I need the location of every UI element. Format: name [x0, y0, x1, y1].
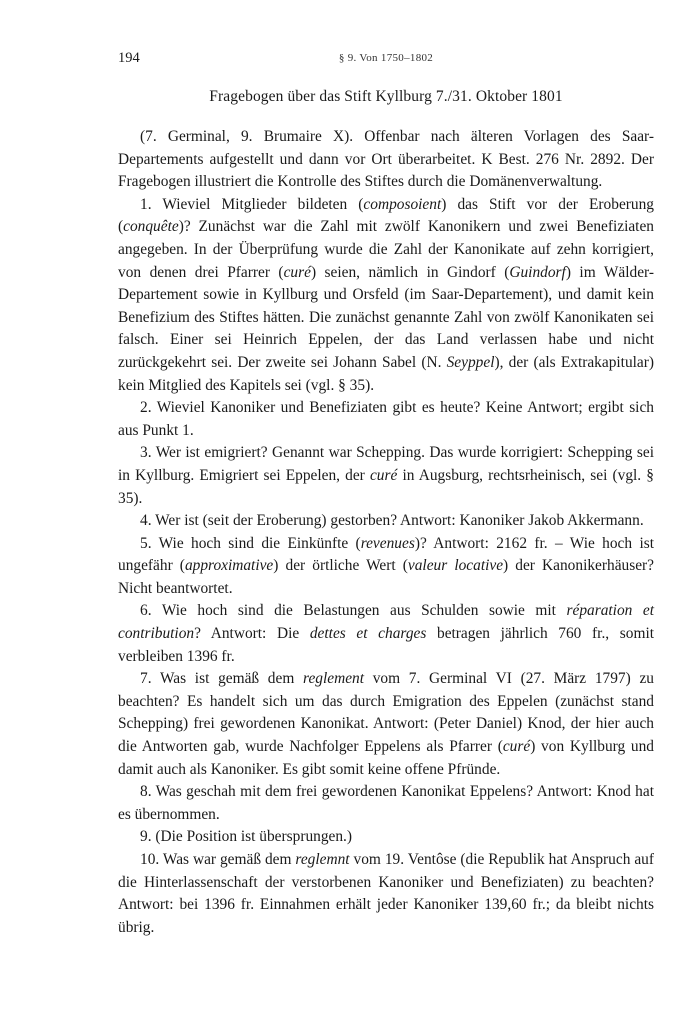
document-body [118, 126, 654, 939]
paragraph [118, 126, 654, 194]
document-title: Fragebogen über das Stift Kyllburg 7./31. Oktober 1801 [209, 88, 563, 105]
text-run: vom 7. Germinal VI (27. März 1797) zu beachten? Es handelt sich um das durch Emigration des Eppelen (zunächst stand Schepping) frei gewordenen Kanonikat. Antwort: (Peter Daniel) Knod, der hier auch die Antworten gab, wurde Nachfolger Eppelens als Pfarrer ( [118, 670, 654, 756]
italic-term: curé [369, 466, 398, 484]
italic-term: composoient [363, 195, 442, 213]
italic-term: curé [283, 263, 311, 281]
paragraph [118, 826, 654, 849]
paragraph [118, 849, 654, 939]
text-run: 10. Was war gemäß dem [140, 851, 296, 868]
text-run: 9. (Die Position ist übersprungen.) [140, 828, 353, 846]
text-run: in Augsburg, rechtsrheinisch, sei (vgl. § 35). [118, 466, 654, 507]
text-run: 5. Wie hoch sind die Einkünfte ( [140, 534, 361, 552]
italic-term: revenues [360, 534, 415, 552]
page-number: 194 [118, 50, 140, 66]
paragraph [118, 442, 654, 510]
italic-term: reglemnt [295, 851, 350, 868]
italic-term: Seyppel [446, 353, 495, 371]
text-run: ) das Stift vor der Eroberung ( [118, 195, 654, 236]
text-run: 4. Wer ist (seit der Eroberung) gestorben? Antwort: Kanoniker Jakob Akkermann. [140, 512, 644, 530]
text-run: ) seien, nämlich in Gindorf ( [310, 263, 510, 281]
paragraph [118, 600, 654, 668]
italic-term: approximative [184, 557, 274, 575]
text-run: )? Zunächst war die Zahl mit zwölf Kanonikern und zwei Benefiziaten angegeben. In der Überprüfung wurde die Zahl der Kanonikate auf zehn korrigiert, von denen drei Pfarrer ( [118, 218, 654, 281]
italic-term: reglement [303, 670, 364, 688]
text-run: 6. Wie hoch sind die Belastungen aus Schulden sowie mit [140, 602, 567, 620]
paragraph [118, 533, 654, 601]
italic-term: Guindorf [509, 263, 566, 281]
text-run: 8. Was geschah mit dem frei gewordenen Kanonikat Eppelens? Antwort: Knod hat es übernommen. [118, 783, 654, 823]
italic-term: réparation et contribution [118, 602, 654, 643]
paragraph [118, 781, 654, 826]
page-header [118, 50, 654, 70]
text-run: ) von Kyllburg und damit auch als Kanoniker. Es gibt somit keine offene Pfründe. [118, 738, 655, 778]
paragraph [118, 194, 654, 397]
italic-term: dettes et charges [309, 625, 427, 643]
text-run: )? Antwort: 2162 fr. – Wie hoch ist ungefähr ( [118, 534, 654, 575]
paragraph [118, 510, 654, 533]
text-run: 7. Was ist gemäß dem [140, 670, 304, 688]
italic-term: valeur locative [407, 557, 504, 575]
text-run: vom 19. Ventôse (die Republik hat Anspruch auf die Hinterlassenschaft der verstorbenen Kanoniker und Benefiziaten) zu beachten? Antwort: bei 1396 fr. Einnahmen erhält jeder Kanoniker 139,60 fr.; da bleibt nichts übrig. [118, 851, 655, 936]
text-run: ? Antwort: Die [194, 625, 310, 643]
text-run: ) der Kanonikerhäuser? Nicht beantwortet. [118, 557, 655, 597]
text-run: ) im Wälder-Departement sowie in Kyllburg und Orsfeld (im Saar-Departement), und damit kein Benefizium des Stiftes hätten. Die zunächst genannte Zahl von zwölf Kanonikaten sei falsch. Einer sei Heinrich Eppelen, der das Land verlassen habe und nicht zurückgekehrt sei. Der zweite sei Johann Sabel (N. [118, 263, 654, 371]
italic-term: conquête [123, 218, 179, 236]
paragraph [118, 668, 654, 781]
running-head: § 9. Von 1750–1802 [338, 52, 434, 64]
paragraph [118, 397, 654, 442]
italic-term: curé [502, 738, 531, 756]
text-run: 3. Wer ist emigriert? Genannt war Schepping. Das wurde korrigiert: Schepping sei in Kyllburg. Emigriert sei Eppelen, der [118, 444, 654, 484]
text-run: betragen jährlich 760 fr., somit verbleiben 1396 fr. [118, 625, 654, 665]
text-run: (7. Germinal, 9. Brumaire X). Offenbar nach älteren Vorlagen des Saar-Departements aufgestellt und dann vor Ort überarbeitet. K Best. 276 Nr. 2892. Der Fragebogen illustriert die Kontrolle des Stiftes durch die Domänenverwaltung. [118, 128, 654, 191]
text-run: ), der (als Extrakapitular) kein Mitglied des Kapitels sei (vgl. § 35). [118, 353, 655, 394]
text-run: 2. Wieviel Kanoniker und Benefiziaten gibt es heute? Keine Antwort; ergibt sich aus Punkt 1. [118, 399, 654, 439]
text-run: ) der örtliche Wert ( [273, 557, 408, 575]
text-run: 1. Wieviel Mitglieder bildeten ( [140, 195, 364, 213]
